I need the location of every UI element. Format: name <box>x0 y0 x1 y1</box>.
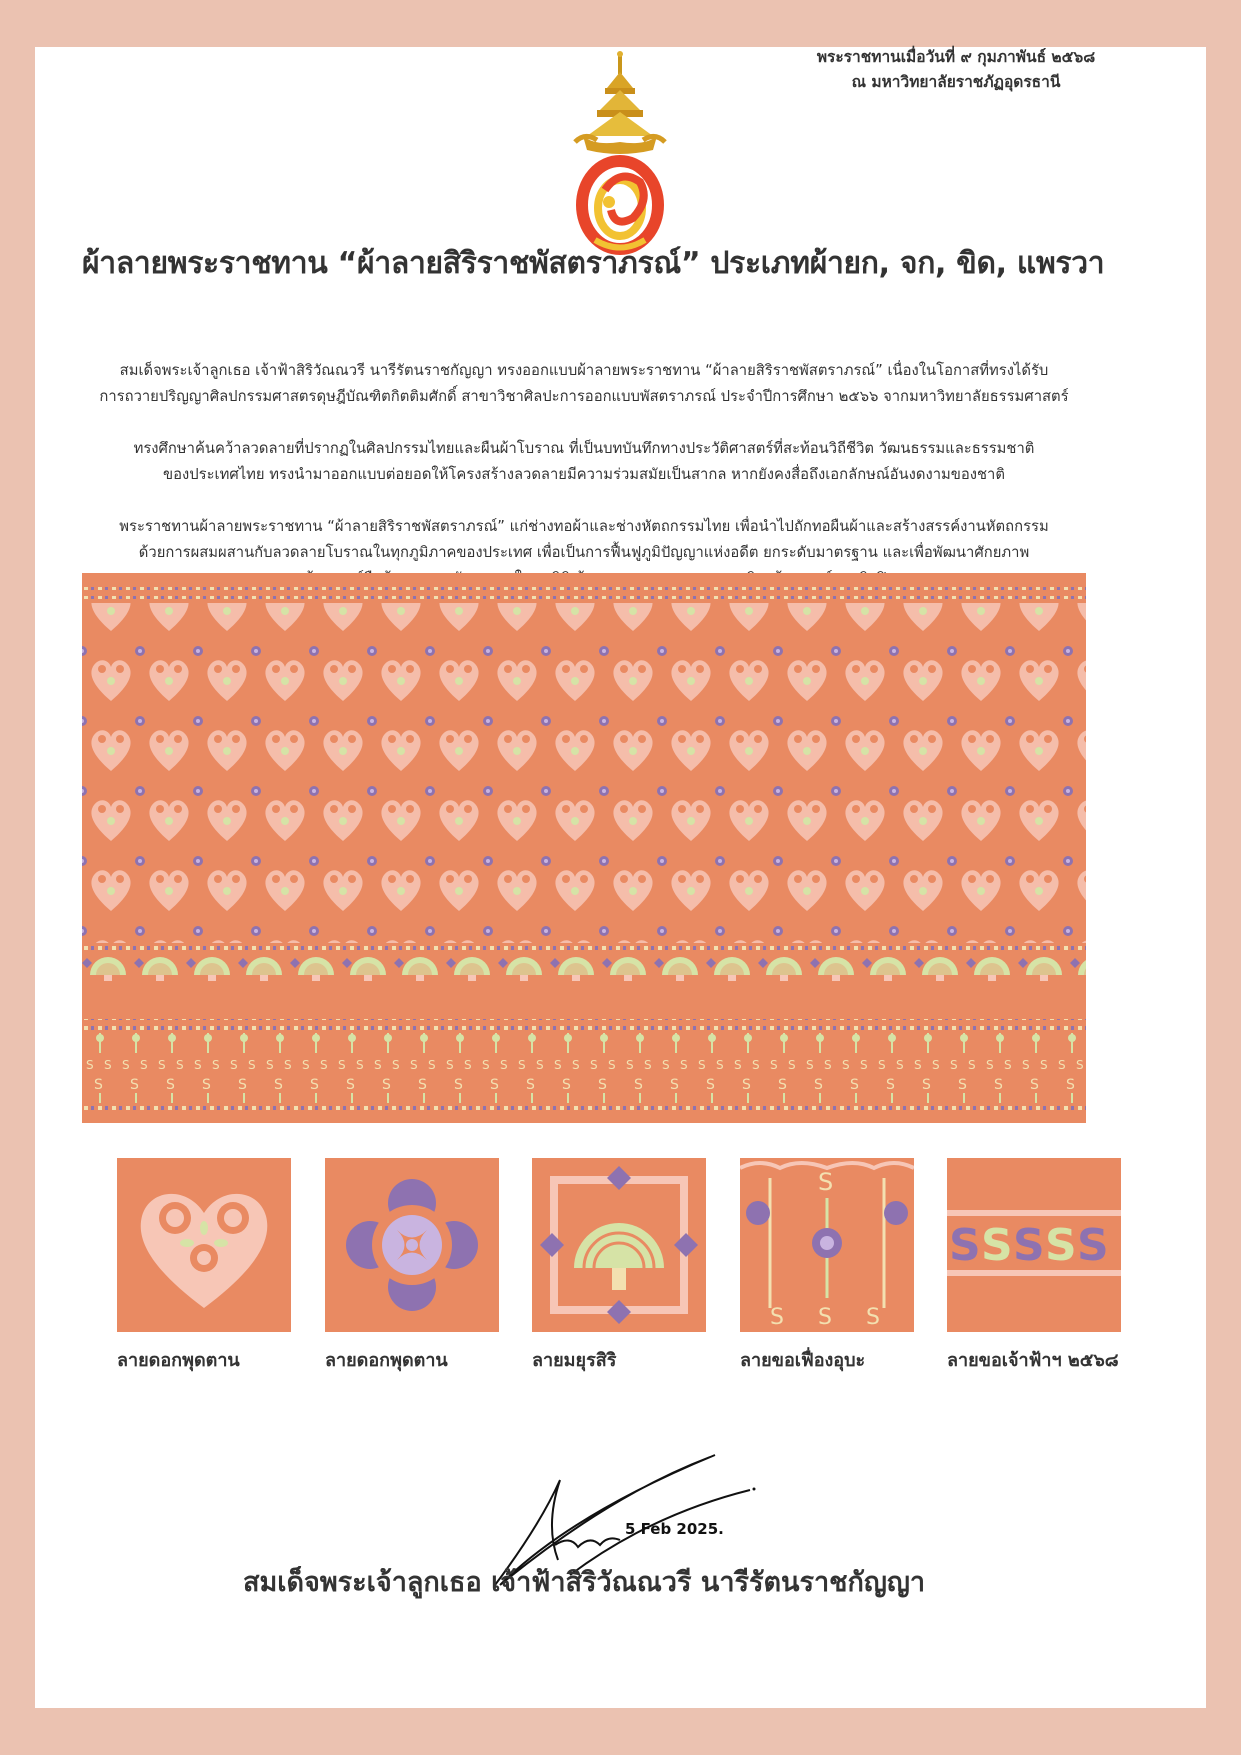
swatch-label: ลายขอเจ้าฟ้าฯ ๒๕๖๘ <box>947 1350 1119 1371</box>
page-title: ผ้าลายพระราชทาน “ผ้าลายสิริราชพัสตราภรณ์” ประเภทผ้ายก, จก, ขิด, แพรวา <box>82 246 1105 281</box>
svg-text:S: S <box>1045 1220 1077 1271</box>
swatch-label: ลายดอกพุดตาน <box>325 1350 448 1371</box>
quatrefoil-flower-motif-icon <box>325 1158 499 1332</box>
svg-text:S: S <box>818 1168 834 1196</box>
peacock-motif-icon <box>532 1158 706 1332</box>
svg-text:S: S <box>981 1220 1013 1271</box>
svg-text:S: S <box>949 1220 981 1271</box>
dateline-date: พระราชทานเมื่อวันที่ ๙ กุมภาพันธ์ ๒๕๖๘ <box>816 48 1096 66</box>
swatch-label: ลายมยุรสิริ <box>532 1350 617 1371</box>
swatch-label: ลายดอกพุดตาน <box>117 1350 240 1371</box>
swatch-label: ลายขอเฟื่องอุบะ <box>740 1350 866 1371</box>
signature-date: 5 Feb 2025. <box>625 1520 724 1538</box>
hook-band-motif-icon <box>947 1158 1121 1332</box>
paragraph-line: ทรงศึกษาค้นคว้าลวดลายที่ปรากฏในศิลปกรรมไทยและผืนผ้าโบราณ ที่เป็นบทบันทึกทางประวัติศาสตร์ที่สะท้อนวิถีชีวิต วัฒนธรรมและธรรมชาติ <box>133 440 1035 457</box>
paragraph-line: ด้วยการผสมผสานกับลวดลายโบราณในทุกภูมิภาคของประเทศ เพื่อเป็นการฟื้นฟูภูมิปัญญาแห่งอดีต ยกระดับมาตรฐาน และเพื่อพัฒนาศักยภาพ <box>138 544 1030 561</box>
paragraph-2 <box>82 436 1086 488</box>
paragraph-line: สมเด็จพระเจ้าลูกเธอ เจ้าฟ้าสิริวัณณวรี นารีรัตนราชกัญญา ทรงออกแบบผ้าลายพระราชทาน “ผ้าลายสิริราชพัสตราภรณ์” เนื่องในโอกาสที่ทรงได้รับ <box>119 362 1049 379</box>
svg-text:S: S <box>818 1305 832 1330</box>
svg-text:S: S <box>770 1305 784 1330</box>
paragraph-line: พระราชทานผ้าลายพระราชทาน “ผ้าลายสิริราชพัสตราภรณ์” แก่ช่างทอผ้าและช่างหัตถกรรมไทย เพื่อนำไปถักทอผืนผ้าและสร้างสรรค์งานหัตถกรรม <box>119 518 1049 535</box>
paragraph-line: การถวายปริญญาศิลปกรรมศาสตรดุษฎีบัณฑิตกิตติมศักดิ์ สาขาวิชาศิลปะการออกแบบพัสตราภรณ์ ประจำปีการศึกษา ๒๕๖๖ จากมหาวิทยาลัยธรรมศาสตร์ <box>99 388 1069 405</box>
signer-name: สมเด็จพระเจ้าลูกเธอ เจ้าฟ้าสิริวัณณวรี นารีรัตนราชกัญญา <box>242 1567 925 1598</box>
dateline <box>756 45 1156 95</box>
paragraph-1 <box>82 358 1086 410</box>
svg-text:S: S <box>1077 1220 1109 1271</box>
heart-flower-motif-icon <box>117 1158 291 1332</box>
svg-text:S: S <box>1013 1220 1045 1271</box>
textile-pattern-image <box>82 573 1086 1123</box>
royal-cypher-emblem-icon <box>545 50 695 260</box>
paragraph-line: ของประเทศไทย ทรงนำมาออกแบบต่อยอดให้โครงสร้างลวดลายมีความร่วมสมัยเป็นสากล หากยังคงสื่อถึงเอกลักษณ์อันงดงามของชาติ <box>163 466 1005 483</box>
svg-text:S: S <box>866 1305 880 1330</box>
dateline-place: ณ มหาวิทยาลัยราชภัฏอุดรธานี <box>851 73 1061 91</box>
hanging-garland-motif-icon <box>740 1158 914 1332</box>
